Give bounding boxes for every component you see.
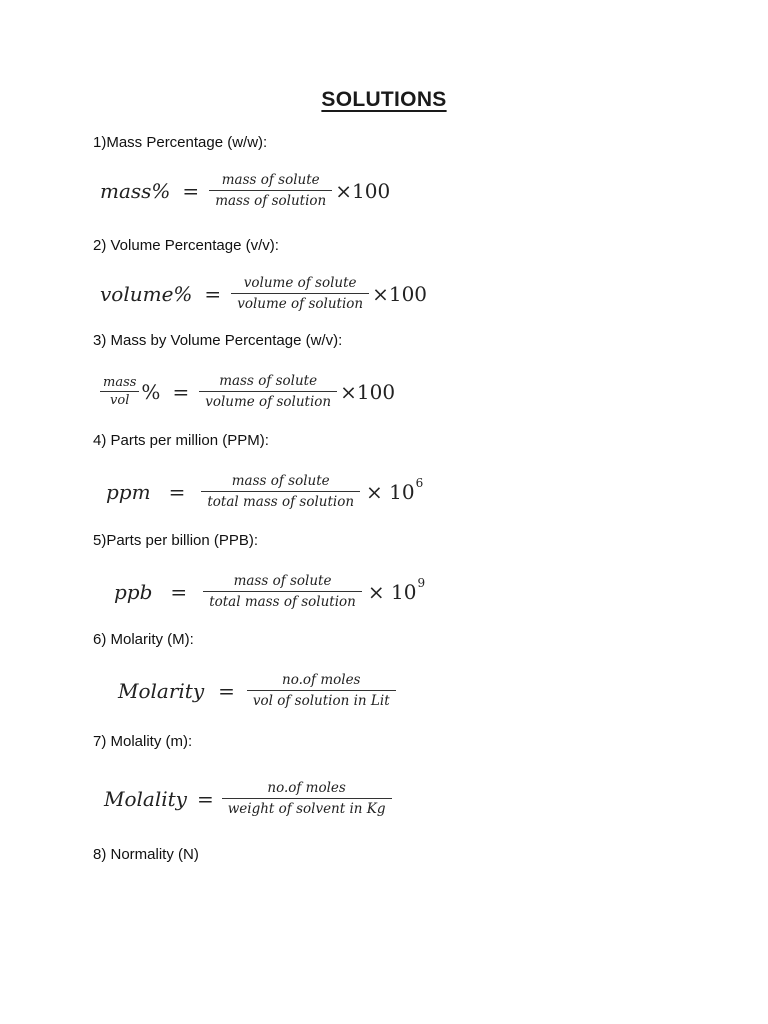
- exponent: 9: [417, 575, 426, 590]
- fraction-numerator: volume of solute: [231, 275, 369, 294]
- formula-volume-percentage: [100, 275, 427, 312]
- fraction-numerator: mass of solute: [199, 373, 337, 392]
- section-heading-molality: 7) Molality (m):: [93, 733, 193, 750]
- fraction-denominator: volume of solution: [237, 296, 364, 312]
- fraction: [222, 780, 392, 817]
- fraction-denominator: mass of solution: [215, 193, 327, 209]
- exponent: 6: [415, 475, 424, 490]
- lhs-fraction-numerator: mass: [100, 375, 139, 392]
- equals-sign: =: [168, 479, 186, 504]
- fraction: [231, 275, 369, 312]
- fraction-numerator: mass of solute: [209, 172, 332, 191]
- section-heading-volume-percentage: 2) Volume Percentage (v/v):: [93, 237, 279, 254]
- fraction: [247, 672, 396, 709]
- fraction: [199, 373, 337, 410]
- fraction-denominator: weight of solvent in Kg: [227, 801, 386, 817]
- formula-ppb: [114, 573, 425, 610]
- lhs-fraction-denominator: vol: [110, 393, 130, 408]
- section-heading-ppm: 4) Parts per million (PPM):: [93, 432, 269, 449]
- formula-lhs: Molarity: [118, 678, 205, 703]
- formula-lhs: ppm: [106, 479, 151, 504]
- multiplier: ×100: [335, 178, 391, 203]
- fraction-denominator: volume of solution: [205, 394, 332, 410]
- fraction-numerator: mass of solute: [201, 473, 360, 492]
- formula-molarity: [118, 672, 396, 709]
- equals-sign: =: [196, 786, 214, 811]
- section-heading-mass-by-volume: 3) Mass by Volume Percentage (w/v):: [93, 332, 343, 349]
- section-heading-normality: 8) Normality (N): [93, 846, 199, 863]
- formula-lhs: Molality: [104, 786, 187, 811]
- page-title: SOLUTIONS: [321, 88, 447, 111]
- percent-sign: %: [141, 379, 161, 404]
- formula-lhs: mass%: [100, 178, 171, 203]
- section-heading-molarity: 6) Molarity (M):: [93, 631, 194, 648]
- multiplier: ×100: [340, 379, 396, 404]
- section-heading-mass-percentage: 1)Mass Percentage (w/w):: [93, 134, 268, 151]
- fraction: [209, 172, 332, 209]
- fraction-numerator: mass of solute: [203, 573, 362, 592]
- lhs-fraction: [100, 375, 139, 408]
- fraction-denominator: total mass of solution: [209, 594, 356, 610]
- formula-mass-percentage: [100, 172, 390, 209]
- fraction: [203, 573, 362, 610]
- formula-ppm: [106, 473, 423, 510]
- formula-lhs: volume%: [100, 281, 193, 306]
- fraction: [201, 473, 360, 510]
- equals-sign: =: [170, 579, 188, 604]
- equals-sign: =: [182, 178, 200, 203]
- formula-lhs: ppb: [114, 579, 153, 604]
- fraction-numerator: no.of moles: [247, 672, 396, 691]
- multiplier: × 10: [367, 579, 417, 604]
- fraction-denominator: total mass of solution: [207, 494, 355, 510]
- formula-mass-by-volume: [100, 373, 395, 410]
- equals-sign: =: [204, 281, 222, 306]
- equals-sign: =: [172, 379, 190, 404]
- multiplier: ×100: [372, 281, 428, 306]
- multiplier: × 10: [366, 479, 415, 504]
- section-heading-ppb: 5)Parts per billion (PPB):: [93, 532, 259, 549]
- equals-sign: =: [218, 678, 235, 703]
- fraction-numerator: no.of moles: [222, 780, 392, 799]
- formula-molality: [104, 780, 392, 817]
- fraction-denominator: vol of solution in Lit: [252, 693, 390, 709]
